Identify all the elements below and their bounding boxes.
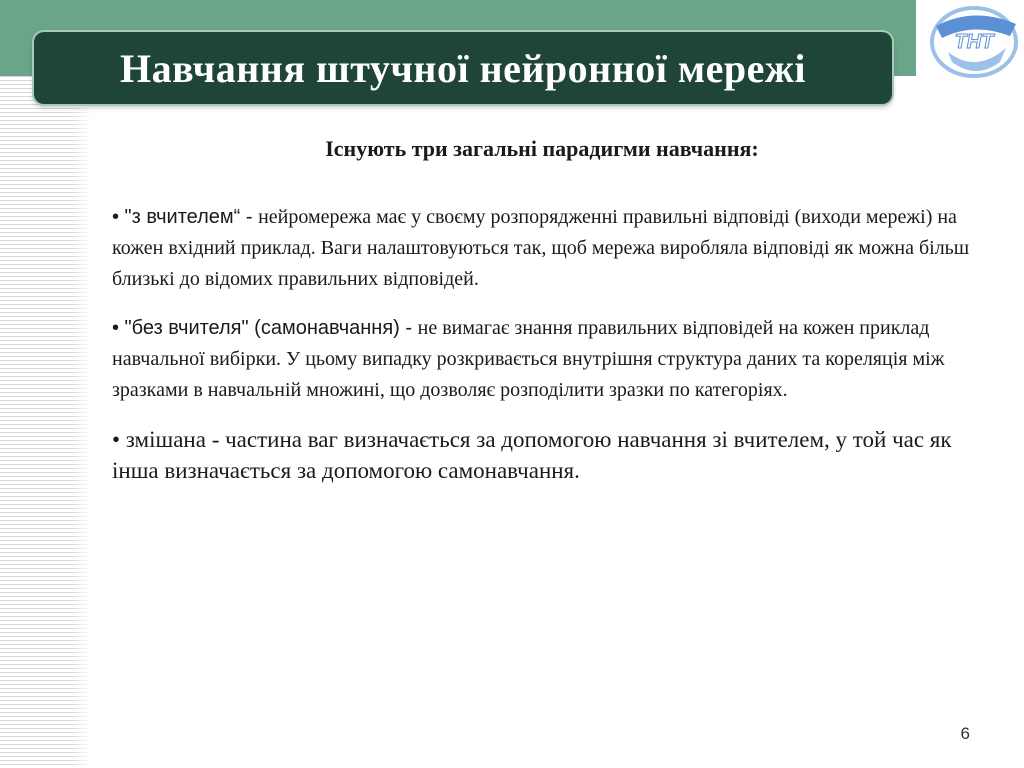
title-banner xyxy=(34,32,892,104)
left-stripes-fade xyxy=(70,76,92,768)
bullet-lead: • "без вчителя" (самонавчання) - xyxy=(112,317,418,339)
bullet-text: • змішана - частина ваг визначається за допомогою навчання зі вчителем, у той час як інша визначається за допомогою самонавчання. xyxy=(112,427,952,483)
subtitle: Існують три загальні парадигми навчання: xyxy=(325,136,759,161)
bullet-text: не вимагає знання правильних відповідей на кожен приклад навчальної вибірки. У цьому випадку розкривається внутрішня структура даних та кореляція між зразками в навчальній множині, що дозволяє розподілити зразки по категоріях. xyxy=(112,317,945,401)
page-title: Навчання штучної нейронної мережі xyxy=(119,45,806,91)
logo-text: ТНТ xyxy=(954,31,994,53)
bullet-lead: • "з вчителем“ - xyxy=(112,206,259,228)
page-number: 6 xyxy=(960,724,970,743)
bullet-mixed xyxy=(112,424,972,486)
bullet-list xyxy=(112,202,972,504)
bullet-unsupervised xyxy=(112,313,972,406)
tnt-logo-icon xyxy=(926,2,1022,82)
logo-area xyxy=(916,0,1024,108)
bullet-supervised xyxy=(112,202,972,295)
bullet-text: нейромережа має у своєму розпорядженні правильні відповіді (виходи мережі) на кожен вхідний приклад. Ваги налаштовуються так, щоб мережа виробляла відповіді як можна більш близькі до відомих правильних відповідей. xyxy=(112,206,970,290)
